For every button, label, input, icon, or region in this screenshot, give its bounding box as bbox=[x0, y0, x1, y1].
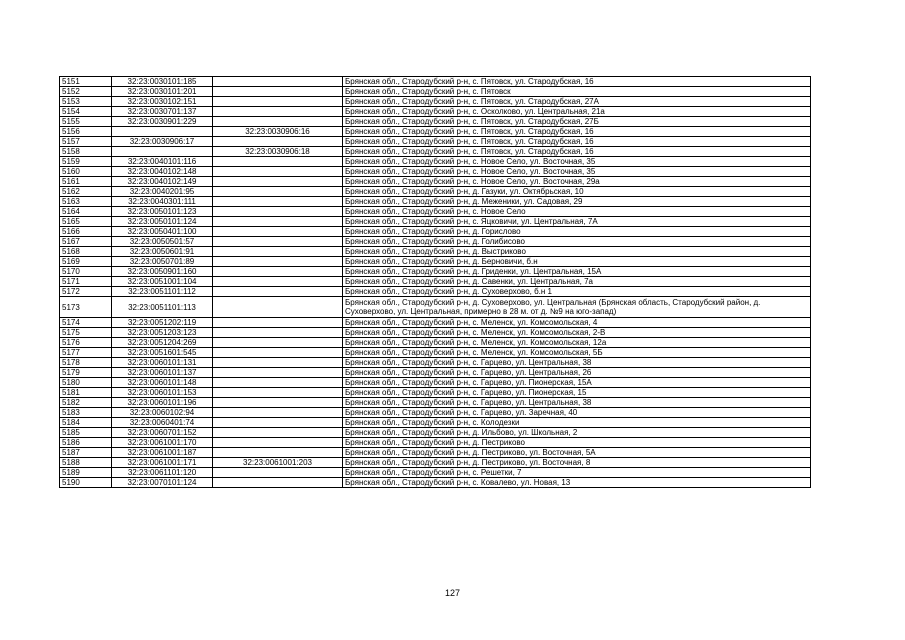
table-row bbox=[60, 217, 811, 227]
row-number-cell: 5171 bbox=[60, 277, 112, 287]
address-cell: Брянская обл., Стародубский р-н, с. Новое Село, ул. Восточная, 35 bbox=[343, 167, 811, 177]
row-number-cell: 5188 bbox=[60, 458, 112, 468]
row-number-cell: 5179 bbox=[60, 368, 112, 378]
cadastral-number-cell: 32:23:0030901:229 bbox=[112, 117, 213, 127]
registry-table bbox=[59, 76, 811, 488]
row-number-cell: 5167 bbox=[60, 237, 112, 247]
row-number-cell: 5163 bbox=[60, 197, 112, 207]
cadastral-number-cell: 32:23:0030701:137 bbox=[112, 107, 213, 117]
table-row bbox=[60, 318, 811, 328]
row-number-cell: 5189 bbox=[60, 468, 112, 478]
table-row bbox=[60, 428, 811, 438]
cadastral-number-2-cell bbox=[213, 398, 343, 408]
row-number-cell: 5176 bbox=[60, 338, 112, 348]
address-cell: Брянская обл., Стародубский р-н, с. Яцковичи, ул. Центральная, 7А bbox=[343, 217, 811, 227]
table-row bbox=[60, 167, 811, 177]
table-row bbox=[60, 157, 811, 167]
table-row bbox=[60, 277, 811, 287]
address-cell: Брянская обл., Стародубский р-н, с. Гарцево, ул. Центральная, 38 bbox=[343, 398, 811, 408]
cadastral-number-cell: 32:23:0030101:201 bbox=[112, 87, 213, 97]
cadastral-number-2-cell bbox=[213, 87, 343, 97]
address-cell: Брянская обл., Стародубский р-н, с. Решетки, 7 bbox=[343, 468, 811, 478]
cadastral-number-2-cell bbox=[213, 257, 343, 267]
address-cell: Брянская обл., Стародубский р-н, д. Савенки, ул. Центральная, 7а bbox=[343, 277, 811, 287]
address-cell: Брянская обл., Стародубский р-н, д. Меженики, ул. Садовая, 29 bbox=[343, 197, 811, 207]
table-row bbox=[60, 257, 811, 267]
address-cell: Брянская обл., Стародубский р-н, с. Меленск, ул. Комсомольская, 4 bbox=[343, 318, 811, 328]
table-row bbox=[60, 448, 811, 458]
cadastral-number-cell: 32:23:0030906:17 bbox=[112, 137, 213, 147]
cadastral-number-2-cell: 32:23:0030906:16 bbox=[213, 127, 343, 137]
address-cell: Брянская обл., Стародубский р-н, с. Ковалево, ул. Новая, 13 bbox=[343, 478, 811, 488]
row-number-cell: 5170 bbox=[60, 267, 112, 277]
cadastral-number-2-cell bbox=[213, 358, 343, 368]
cadastral-number-cell: 32:23:0060101:196 bbox=[112, 398, 213, 408]
cadastral-number-2-cell bbox=[213, 227, 343, 237]
cadastral-number-2-cell bbox=[213, 197, 343, 207]
address-cell: Брянская обл., Стародубский р-н, с. Пятовск, ул. Стародубская, 27Б bbox=[343, 117, 811, 127]
address-cell: Брянская обл., Стародубский р-н, с. Гарцево, ул. Центральная, 38 bbox=[343, 358, 811, 368]
cadastral-number-2-cell bbox=[213, 438, 343, 448]
row-number-cell: 5160 bbox=[60, 167, 112, 177]
cadastral-number-2-cell bbox=[213, 318, 343, 328]
table-row bbox=[60, 368, 811, 378]
row-number-cell: 5169 bbox=[60, 257, 112, 267]
address-cell: Брянская обл., Стародубский р-н, д. Ильбово, ул. Школьная, 2 bbox=[343, 428, 811, 438]
cadastral-number-cell: 32:23:0061101:120 bbox=[112, 468, 213, 478]
cadastral-number-cell: 32:23:0050101:124 bbox=[112, 217, 213, 227]
cadastral-number-2-cell bbox=[213, 378, 343, 388]
row-number-cell: 5177 bbox=[60, 348, 112, 358]
cadastral-number-2-cell: 32:23:0061001:203 bbox=[213, 458, 343, 468]
address-cell: Брянская обл., Стародубский р-н, с. Новое Село, ул. Восточная, 29а bbox=[343, 177, 811, 187]
cadastral-number-2-cell bbox=[213, 297, 343, 318]
cadastral-number-2-cell bbox=[213, 368, 343, 378]
address-cell: Брянская обл., Стародубский р-н, д. Выстриково bbox=[343, 247, 811, 257]
cadastral-number-cell: 32:23:0051202:119 bbox=[112, 318, 213, 328]
address-cell: Брянская обл., Стародубский р-н, с. Новое Село bbox=[343, 207, 811, 217]
cadastral-number-2-cell bbox=[213, 167, 343, 177]
row-number-cell: 5172 bbox=[60, 287, 112, 297]
table-row bbox=[60, 87, 811, 97]
table-row bbox=[60, 267, 811, 277]
table-row bbox=[60, 438, 811, 448]
table-row bbox=[60, 358, 811, 368]
address-cell: Брянская обл., Стародубский р-н, с. Меленск, ул. Комсомольская, 12а bbox=[343, 338, 811, 348]
address-cell: Брянская обл., Стародубский р-н, с. Гарцево, ул. Пионерская, 15А bbox=[343, 378, 811, 388]
table-row bbox=[60, 418, 811, 428]
cadastral-number-cell: 32:23:0060101:131 bbox=[112, 358, 213, 368]
table-row bbox=[60, 207, 811, 217]
row-number-cell: 5181 bbox=[60, 388, 112, 398]
table-row bbox=[60, 388, 811, 398]
address-cell: Брянская обл., Стародубский р-н, д. Голибисово bbox=[343, 237, 811, 247]
address-cell: Брянская обл., Стародубский р-н, с. Пятовск bbox=[343, 87, 811, 97]
address-cell: Брянская обл., Стародубский р-н, д. Газуки, ул. Октябрьская, 10 bbox=[343, 187, 811, 197]
row-number-cell: 5184 bbox=[60, 418, 112, 428]
table-row bbox=[60, 107, 811, 117]
cadastral-number-2-cell bbox=[213, 388, 343, 398]
row-number-cell: 5165 bbox=[60, 217, 112, 227]
cadastral-number-2-cell bbox=[213, 418, 343, 428]
table-row bbox=[60, 398, 811, 408]
cadastral-number-2-cell bbox=[213, 338, 343, 348]
cadastral-number-cell: 32:23:0060401:74 bbox=[112, 418, 213, 428]
cadastral-number-2-cell bbox=[213, 137, 343, 147]
table-row bbox=[60, 408, 811, 418]
address-cell: Брянская обл., Стародубский р-н, с. Меленск, ул. Комсомольская, 2-В bbox=[343, 328, 811, 338]
cadastral-number-2-cell bbox=[213, 207, 343, 217]
address-cell: Брянская обл., Стародубский р-н, с. Пятовск, ул. Стародубская, 16 bbox=[343, 127, 811, 137]
row-number-cell: 5164 bbox=[60, 207, 112, 217]
cadastral-number-cell bbox=[112, 147, 213, 157]
address-cell: Брянская обл., Стародубский р-н, д. Берновичи, б.н bbox=[343, 257, 811, 267]
row-number-cell: 5153 bbox=[60, 97, 112, 107]
row-number-cell: 5186 bbox=[60, 438, 112, 448]
address-cell: Брянская обл., Стародубский р-н, с. Новое Село, ул. Восточная, 35 bbox=[343, 157, 811, 167]
cadastral-number-2-cell bbox=[213, 468, 343, 478]
address-cell: Брянская обл., Стародубский р-н, д. Пестриково bbox=[343, 438, 811, 448]
address-cell: Брянская обл., Стародубский р-н, с. Гарцево, ул. Пионерская, 15 bbox=[343, 388, 811, 398]
table-row bbox=[60, 237, 811, 247]
table-row bbox=[60, 297, 811, 318]
cadastral-number-cell: 32:23:0051203:123 bbox=[112, 328, 213, 338]
cadastral-number-2-cell bbox=[213, 237, 343, 247]
address-cell: Брянская обл., Стародубский р-н, с. Гарцево, ул. Центральная, 26 bbox=[343, 368, 811, 378]
cadastral-number-cell: 32:23:0030101:185 bbox=[112, 77, 213, 87]
cadastral-number-cell: 32:23:0030102:151 bbox=[112, 97, 213, 107]
address-cell: Брянская обл., Стародубский р-н, д. Пестриково, ул. Восточная, 5А bbox=[343, 448, 811, 458]
cadastral-number-cell: 32:23:0060101:148 bbox=[112, 378, 213, 388]
registry-table-body bbox=[60, 77, 811, 488]
address-cell: Брянская обл., Стародубский р-н, с. Пятовск, ул. Стародубская, 16 bbox=[343, 77, 811, 87]
cadastral-number-cell: 32:23:0060701:152 bbox=[112, 428, 213, 438]
table-row bbox=[60, 348, 811, 358]
address-cell: Брянская обл., Стародубский р-н, с. Меленск, ул. Комсомольская, 5Б bbox=[343, 348, 811, 358]
cadastral-number-2-cell bbox=[213, 97, 343, 107]
cadastral-number-cell: 32:23:0060101:153 bbox=[112, 388, 213, 398]
cadastral-number-cell: 32:23:0051101:112 bbox=[112, 287, 213, 297]
address-cell: Брянская обл., Стародубский р-н, д. Пестриково, ул. Восточная, 8 bbox=[343, 458, 811, 468]
cadastral-number-cell: 32:23:0050601:91 bbox=[112, 247, 213, 257]
cadastral-number-2-cell bbox=[213, 117, 343, 127]
address-cell: Брянская обл., Стародубский р-н, с. Пятовск, ул. Стародубская, 16 bbox=[343, 137, 811, 147]
table-row bbox=[60, 177, 811, 187]
cadastral-number-2-cell bbox=[213, 267, 343, 277]
cadastral-number-2-cell bbox=[213, 348, 343, 358]
cadastral-number-2-cell bbox=[213, 217, 343, 227]
cadastral-number-2-cell bbox=[213, 277, 343, 287]
address-cell: Брянская обл., Стародубский р-н, д. Суховерхово, ул. Центральная (Брянская область, Стародубский район, д. Суховерхово, ул. Центральная, примерно в 28 м. от д. №9 на юго-запад) bbox=[343, 297, 811, 318]
cadastral-number-cell: 32:23:0051204:269 bbox=[112, 338, 213, 348]
cadastral-number-cell: 32:23:0050101:123 bbox=[112, 207, 213, 217]
cadastral-number-cell: 32:23:0061001:187 bbox=[112, 448, 213, 458]
row-number-cell: 5151 bbox=[60, 77, 112, 87]
cadastral-number-2-cell bbox=[213, 187, 343, 197]
table-row bbox=[60, 147, 811, 157]
row-number-cell: 5178 bbox=[60, 358, 112, 368]
table-row bbox=[60, 378, 811, 388]
cadastral-number-cell: 32:23:0050701:89 bbox=[112, 257, 213, 267]
cadastral-number-cell: 32:23:0051001:104 bbox=[112, 277, 213, 287]
address-cell: Брянская обл., Стародубский р-н, с. Гарцево, ул. Заречная, 40 bbox=[343, 408, 811, 418]
row-number-cell: 5190 bbox=[60, 478, 112, 488]
cadastral-number-2-cell bbox=[213, 408, 343, 418]
cadastral-number-2-cell bbox=[213, 328, 343, 338]
cadastral-number-cell: 32:23:0051101:113 bbox=[112, 297, 213, 318]
table-row bbox=[60, 328, 811, 338]
cadastral-number-cell: 32:23:0050901:160 bbox=[112, 267, 213, 277]
table-row bbox=[60, 137, 811, 147]
table-row bbox=[60, 227, 811, 237]
row-number-cell: 5174 bbox=[60, 318, 112, 328]
row-number-cell: 5162 bbox=[60, 187, 112, 197]
address-cell: Брянская обл., Стародубский р-н, с. Колодезки bbox=[343, 418, 811, 428]
cadastral-number-cell: 32:23:0040301:111 bbox=[112, 197, 213, 207]
cadastral-number-2-cell bbox=[213, 177, 343, 187]
row-number-cell: 5175 bbox=[60, 328, 112, 338]
row-number-cell: 5166 bbox=[60, 227, 112, 237]
table-row bbox=[60, 338, 811, 348]
table-row bbox=[60, 287, 811, 297]
table-row bbox=[60, 117, 811, 127]
row-number-cell: 5154 bbox=[60, 107, 112, 117]
table-row bbox=[60, 97, 811, 107]
row-number-cell: 5157 bbox=[60, 137, 112, 147]
table-row bbox=[60, 197, 811, 207]
table-row bbox=[60, 468, 811, 478]
cadastral-number-cell: 32:23:0040101:116 bbox=[112, 157, 213, 167]
address-cell: Брянская обл., Стародубский р-н, с. Пятовск, ул. Стародубская, 16 bbox=[343, 147, 811, 157]
row-number-cell: 5159 bbox=[60, 157, 112, 167]
address-cell: Брянская обл., Стародубский р-н, д. Суховерхово, б.н 1 bbox=[343, 287, 811, 297]
row-number-cell: 5152 bbox=[60, 87, 112, 97]
cadastral-number-cell: 32:23:0040102:149 bbox=[112, 177, 213, 187]
cadastral-number-cell: 32:23:0050401:100 bbox=[112, 227, 213, 237]
cadastral-number-cell bbox=[112, 127, 213, 137]
cadastral-number-2-cell bbox=[213, 107, 343, 117]
row-number-cell: 5158 bbox=[60, 147, 112, 157]
row-number-cell: 5187 bbox=[60, 448, 112, 458]
address-cell: Брянская обл., Стародубский р-н, д. Горислово bbox=[343, 227, 811, 237]
cadastral-number-cell: 32:23:0040201:95 bbox=[112, 187, 213, 197]
row-number-cell: 5185 bbox=[60, 428, 112, 438]
cadastral-number-2-cell bbox=[213, 157, 343, 167]
table-row bbox=[60, 458, 811, 468]
cadastral-number-2-cell bbox=[213, 287, 343, 297]
row-number-cell: 5180 bbox=[60, 378, 112, 388]
row-number-cell: 5183 bbox=[60, 408, 112, 418]
cadastral-number-cell: 32:23:0061001:170 bbox=[112, 438, 213, 448]
cadastral-number-cell: 32:23:0050501:57 bbox=[112, 237, 213, 247]
cadastral-number-2-cell bbox=[213, 77, 343, 87]
cadastral-number-cell: 32:23:0060101:137 bbox=[112, 368, 213, 378]
page-number: 127 bbox=[444, 588, 461, 598]
address-cell: Брянская обл., Стародубский р-н, с. Осколково, ул. Центральная, 21а bbox=[343, 107, 811, 117]
cadastral-number-2-cell bbox=[213, 247, 343, 257]
address-cell: Брянская обл., Стародубский р-н, д. Гриденки, ул. Центральная, 15А bbox=[343, 267, 811, 277]
address-cell: Брянская обл., Стародубский р-н, с. Пятовск, ул. Стародубская, 27А bbox=[343, 97, 811, 107]
table-row bbox=[60, 187, 811, 197]
cadastral-number-2-cell bbox=[213, 448, 343, 458]
row-number-cell: 5168 bbox=[60, 247, 112, 257]
cadastral-number-2-cell: 32:23:0030906:18 bbox=[213, 147, 343, 157]
cadastral-number-cell: 32:23:0040102:148 bbox=[112, 167, 213, 177]
table-row bbox=[60, 127, 811, 137]
row-number-cell: 5161 bbox=[60, 177, 112, 187]
cadastral-number-cell: 32:23:0061001:171 bbox=[112, 458, 213, 468]
row-number-cell: 5156 bbox=[60, 127, 112, 137]
row-number-cell: 5182 bbox=[60, 398, 112, 408]
table-row bbox=[60, 77, 811, 87]
row-number-cell: 5155 bbox=[60, 117, 112, 127]
cadastral-number-cell: 32:23:0051601:545 bbox=[112, 348, 213, 358]
table-row bbox=[60, 478, 811, 488]
cadastral-number-2-cell bbox=[213, 478, 343, 488]
row-number-cell: 5173 bbox=[60, 297, 112, 318]
cadastral-number-cell: 32:23:0060102:94 bbox=[112, 408, 213, 418]
cadastral-number-cell: 32:23:0070101:124 bbox=[112, 478, 213, 488]
cadastral-number-2-cell bbox=[213, 428, 343, 438]
table-row bbox=[60, 247, 811, 257]
